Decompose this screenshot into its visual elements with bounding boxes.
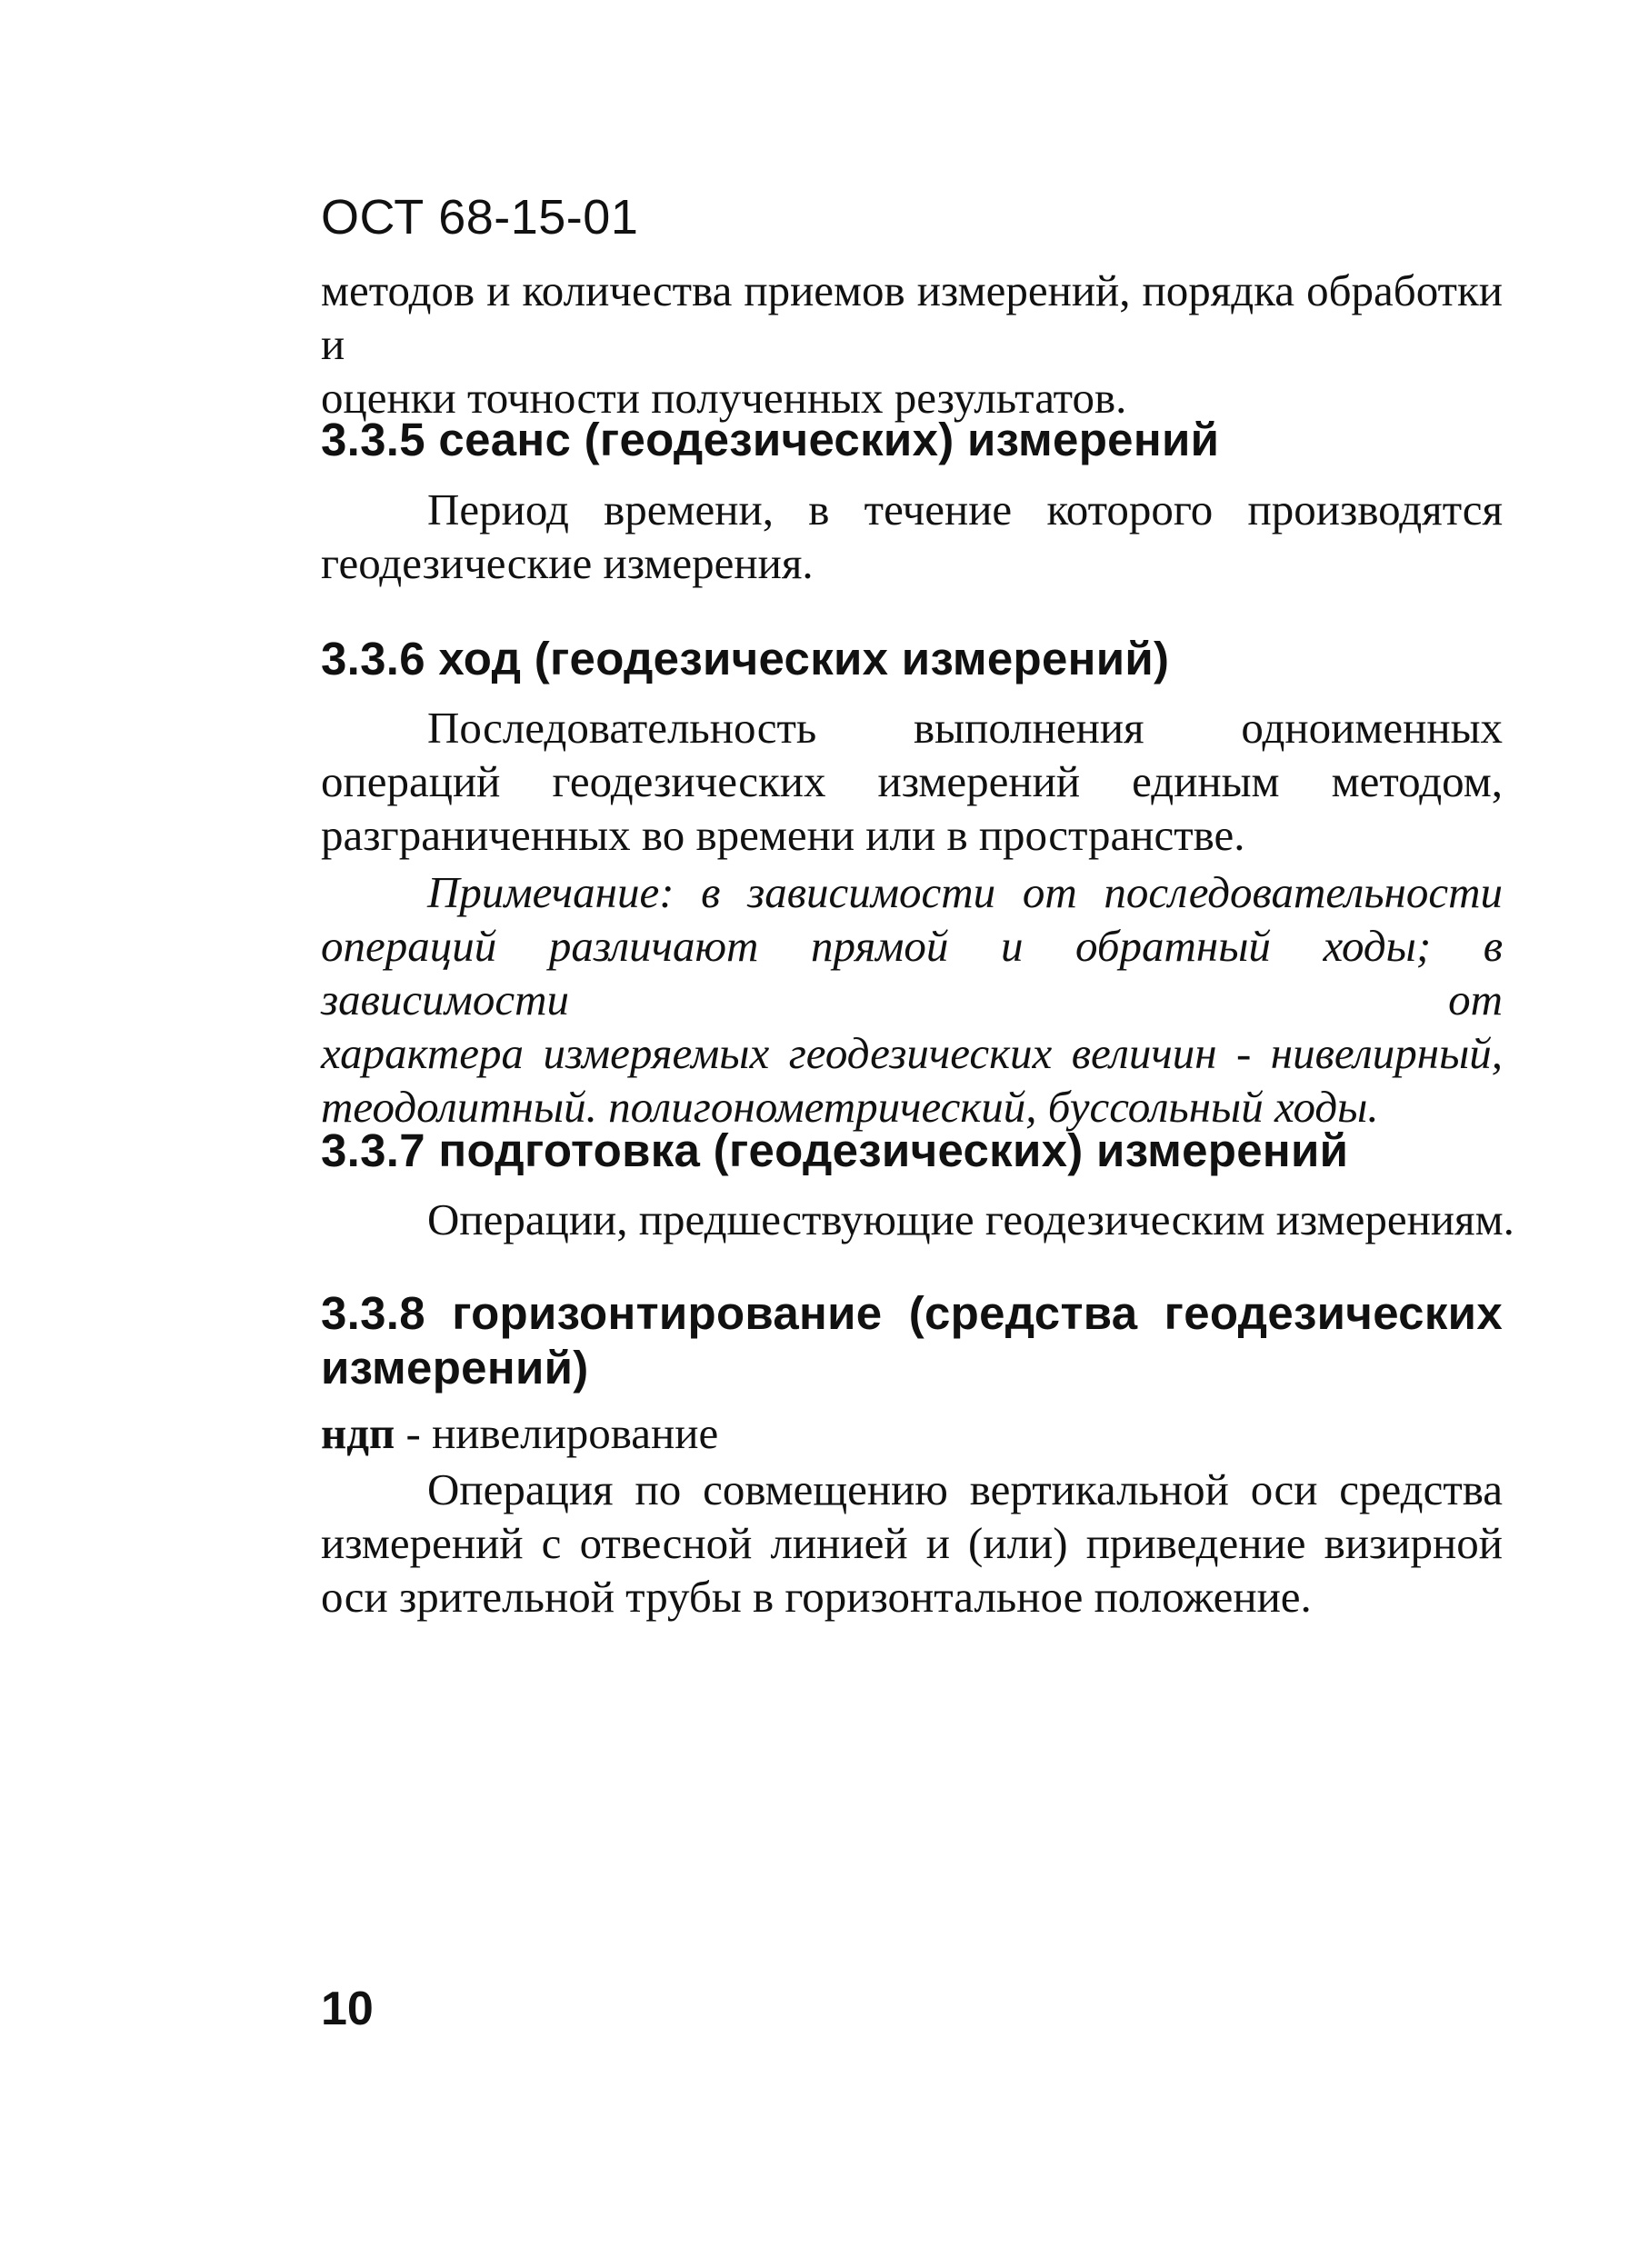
body-line: геодезические измерения. — [321, 538, 814, 588]
body-line: Последовательность выполнения одноименных — [427, 703, 1503, 753]
ndp-text: - нивелирование — [395, 1408, 719, 1458]
heading-line: измерений) — [321, 1342, 589, 1394]
body-line: Операция по совмещению вертикальной оси средства — [427, 1464, 1503, 1514]
heading-line: 3.3.8 горизонтирование (средства геодезических — [321, 1287, 1503, 1339]
ndp-label: ндп — [321, 1408, 395, 1458]
note-3-3-6 — [321, 865, 1503, 1134]
intro-paragraph — [321, 264, 1503, 425]
document-code-header: ОСТ 68-15-01 — [321, 190, 639, 245]
body-line: Период времени, в течение которого производятся — [427, 485, 1503, 535]
section-heading-3-3-6: 3.3.6 ход (геодезических измерений) — [321, 633, 1170, 684]
body-line: измерений с отвесной линией и (или) приведение визирной — [321, 1518, 1503, 1568]
note-line: операций различают прямой и обратный ходы; в зависимости от — [321, 921, 1503, 1024]
section-body-3-3-6 — [321, 701, 1503, 862]
section-heading-3-3-5: 3.3.5 сеанс (геодезических) измерений — [321, 414, 1220, 465]
section-heading-3-3-8 — [321, 1286, 1503, 1395]
section-body-3-3-8 — [321, 1463, 1503, 1624]
ndp-line-content — [321, 1406, 1503, 1460]
note-line: Примечание: в зависимости от последовательности — [427, 867, 1503, 917]
section-body-3-3-5 — [321, 483, 1503, 590]
intro-line: методов и количества приемов измерений, порядка обработки и — [321, 265, 1503, 369]
body-line: операций геодезических измерений единым методом, — [321, 756, 1503, 806]
note-line: теодолитный. полигонометрический, буссольный ходы. — [321, 1082, 1379, 1132]
note-line: характера измеряемых геодезических величин - нивелирный, — [321, 1028, 1503, 1078]
section-body-3-3-7 — [321, 1193, 1514, 1246]
body-line: оси зрительной трубы в горизонтальное положение. — [321, 1572, 1312, 1622]
body-line: Операции, предшествующие геодезическим измерениям. — [427, 1194, 1514, 1244]
ndp-line — [321, 1406, 1503, 1460]
body-line: разграниченных во времени или в пространстве. — [321, 810, 1245, 860]
section-heading-3-3-7: 3.3.7 подготовка (геодезических) измерений — [321, 1124, 1349, 1176]
page-number: 10 — [321, 1983, 374, 2035]
intro-line: оценки точности полученных результатов. — [321, 373, 1127, 423]
